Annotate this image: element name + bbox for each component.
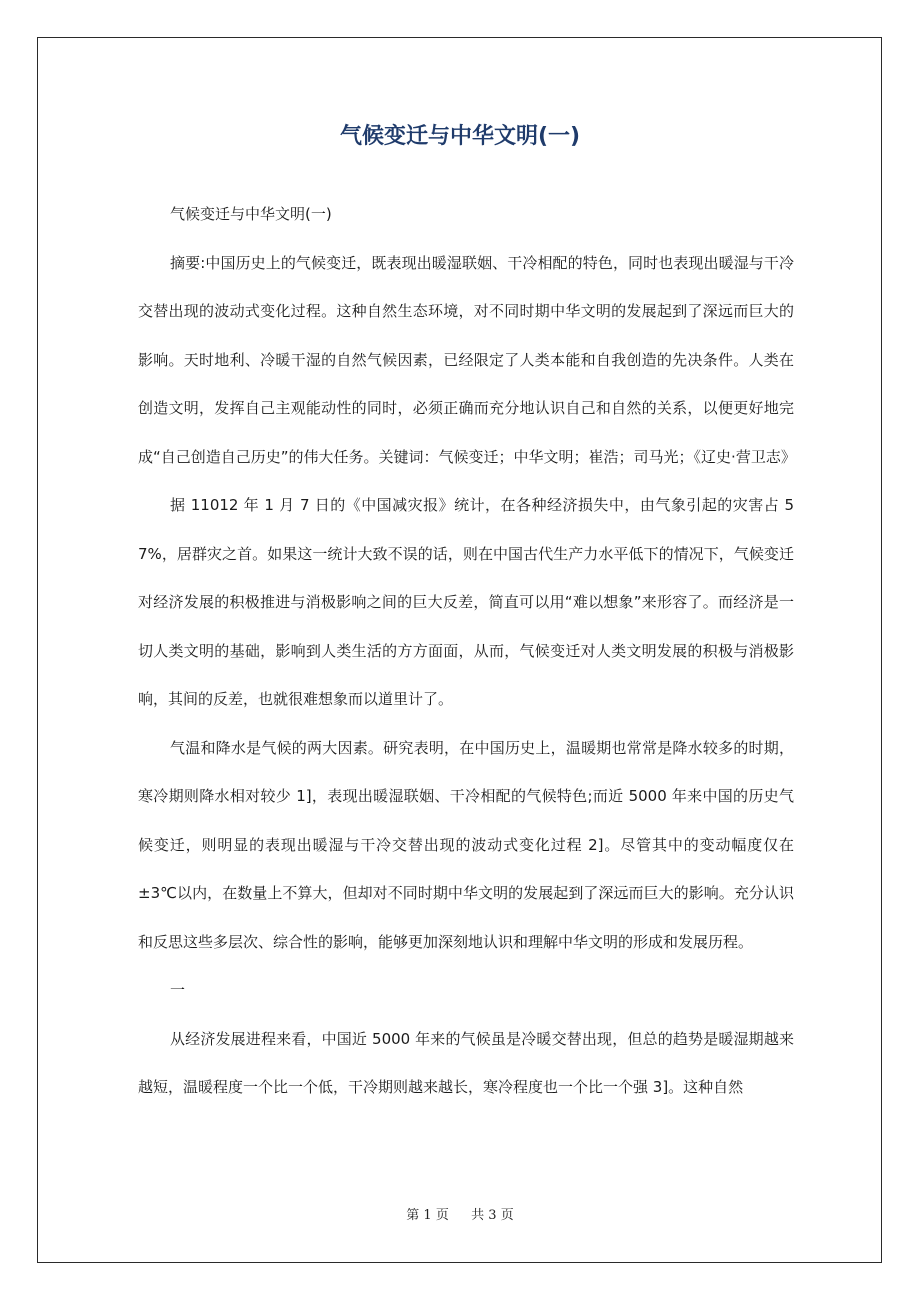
paragraph-statistics: 据 11012 年 1 月 7 日的《中国减灾报》统计，在各种经济损失中，由气象引起的灾害占 57%，居群灾之首。如果这一统计大致不误的话，则在中国古代生产力水平低下的情况下，气候变迁对经济发展的积极推进与消极影响之间的巨大反差，简直可以用“难以想象”来形容了。而经济是一切人类文明的基础，影响到人类生活的方方面面，从而，气候变迁对人类文明发展的积极与消极影响，其间的反差，也就很难想象而以道里计了。: [138, 496, 794, 708]
paragraph-subtitle: 气候变迁与中华文明(一): [170, 205, 332, 223]
total-page-count: 3: [488, 1208, 497, 1223]
paragraph-economic-development: 从经济发展进程来看，中国近 5000 年来的气候虽是冷暖交替出现，但总的趋势是暖湿期越来越短，温暖程度一个比一个低，干冷期则越来越长，寒冷程度也一个比一个强 3]。这种自然: [138, 1029, 794, 1096]
page-footer: [0, 1204, 920, 1228]
paragraph-climate-factors: 气温和降水是气候的两大因素。研究表明，在中国历史上，温暖期也常常是降水较多的时期，寒冷期则降水相对较少 1]，表现出暖湿联姻、干冷相配的气候特色;而近 5000 年来中国的历史气候变迁，则明显的表现出暖湿与干冷交替出现的波动式变化过程 2]。尽管其中的变动幅度仅在±3℃以内，在数量上不算大，但却对不同时期中华文明的发展起到了深远而巨大的影响。充分认识和反思这些多层次、综合性的影响，能够更加深刻地认识和理解中华文明的形成和发展历程。: [138, 738, 794, 951]
total-prefix: 共: [471, 1208, 485, 1223]
page-suffix: 页: [435, 1208, 449, 1223]
paragraph-abstract: 摘要:中国历史上的气候变迁，既表现出暖湿联姻、干冷相配的特色，同时也表现出暖湿与干冷交替出现的波动式变化过程。这种自然生态环境，对不同时期中华文明的发展起到了深远而巨大的影响。天时地利、冷暖干湿的自然气候因素，已经限定了人类本能和自我创造的先决条件。人类在创造文明，发挥自己主观能动性的同时，必须正确而充分地认识自己和自然的关系，以便更好地完成“自己创造自己历史”的伟大任务。关键词：气候变迁；中华文明；崔浩；司马光；《辽史·营卫志》: [138, 253, 796, 466]
total-suffix: 页: [500, 1208, 514, 1223]
document-body: [138, 190, 794, 1112]
document-title: 气候变迁与中华文明(一): [339, 124, 581, 149]
current-page-number: 1: [423, 1208, 432, 1223]
section-heading-one: 一: [170, 981, 186, 999]
page-prefix: 第: [406, 1208, 420, 1223]
